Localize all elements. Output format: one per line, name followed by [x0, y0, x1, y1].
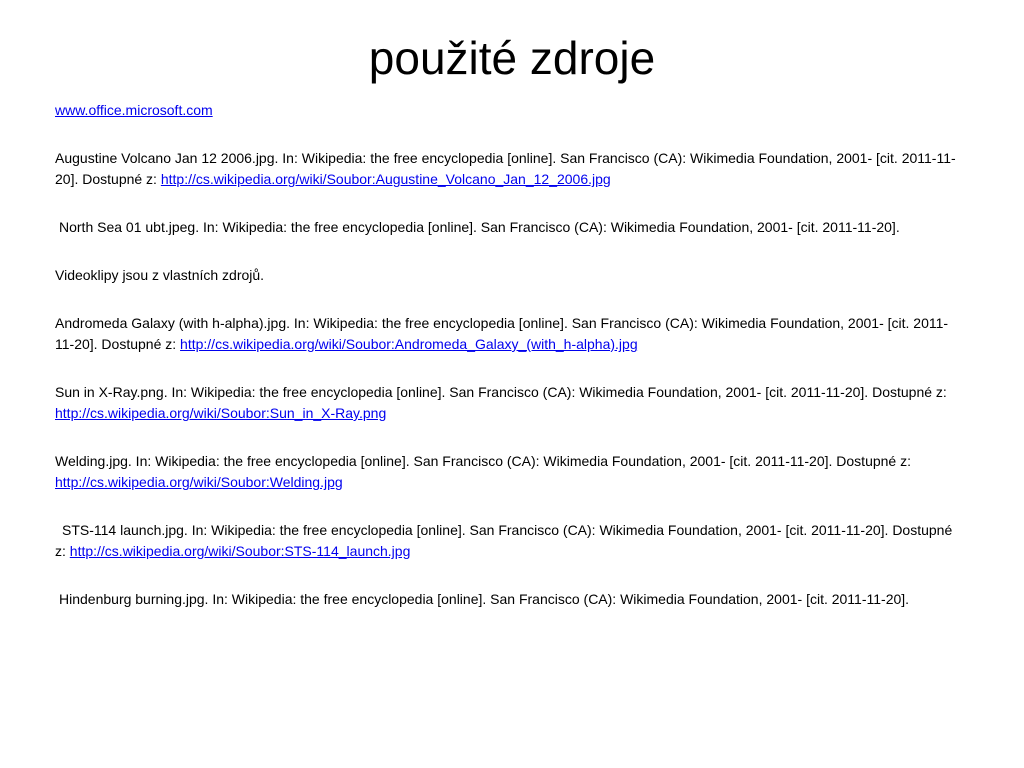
reference-text: STS-114 launch.jpg. In: Wikipedia: the free encyclopedia [online]. San Francisco (CA): Wikimedia Foundation, 2001- [cit. 2011-11-20]. Dostupné z:: [55, 522, 953, 559]
reference-item: [55, 382, 965, 424]
reference-item: [55, 520, 965, 562]
reference-item: [55, 265, 965, 286]
reference-text: Augustine Volcano Jan 12 2006.jpg. In: Wikipedia: the free encyclopedia [online]. San Francisco (CA): Wikimedia Foundation, 2001- [cit. 2011-11-20]. Dostupné z:: [55, 150, 956, 187]
reference-text: Andromeda Galaxy (with h-alpha).jpg. In: Wikipedia: the free encyclopedia [online]. San Francisco (CA): Wikimedia Foundation, 2001- [cit. 2011-11-20]. Dostupné z:: [55, 315, 949, 352]
reference-item: [55, 451, 965, 493]
reference-link[interactable]: www.office.microsoft.com: [55, 102, 213, 118]
reference-link[interactable]: http://cs.wikipedia.org/wiki/Soubor:Sun_in_X-Ray.png: [55, 405, 387, 421]
reference-link[interactable]: http://cs.wikipedia.org/wiki/Soubor:Augustine_Volcano_Jan_12_2006.jpg: [160, 171, 611, 187]
reference-item: [55, 313, 965, 355]
reference-text: Videoklipy jsou z vlastních zdrojů.: [55, 267, 265, 283]
reference-link[interactable]: http://cs.wikipedia.org/wiki/Soubor:Welding.jpg: [55, 474, 343, 490]
reference-item: [55, 217, 965, 238]
reference-list: [55, 100, 965, 637]
reference-item: [55, 100, 965, 121]
slide-title: použité zdroje: [368, 32, 656, 84]
reference-text: Sun in X-Ray.png. In: Wikipedia: the free encyclopedia [online]. San Francisco (CA): Wikimedia Foundation, 2001- [cit. 2011-11-20]. Dostupné z:: [55, 384, 947, 400]
reference-link[interactable]: http://cs.wikipedia.org/wiki/Soubor:STS-114_launch.jpg: [69, 543, 411, 559]
reference-item: [55, 589, 965, 610]
reference-item: [55, 148, 965, 190]
reference-text: Welding.jpg. In: Wikipedia: the free encyclopedia [online]. San Francisco (CA): Wikimedia Foundation, 2001- [cit. 2011-11-20]. Dostupné z:: [55, 453, 911, 469]
reference-link[interactable]: http://cs.wikipedia.org/wiki/Soubor:Andromeda_Galaxy_(with_h-alpha).jpg: [180, 336, 638, 352]
reference-text: North Sea 01 ubt.jpeg. In: Wikipedia: the free encyclopedia [online]. San Francisco (CA): Wikimedia Foundation, 2001- [cit. 2011-11-20].: [59, 219, 900, 235]
reference-text: Hindenburg burning.jpg. In: Wikipedia: the free encyclopedia [online]. San Francisco (CA): Wikimedia Foundation, 2001- [cit. 2011-11-20].: [59, 591, 910, 607]
